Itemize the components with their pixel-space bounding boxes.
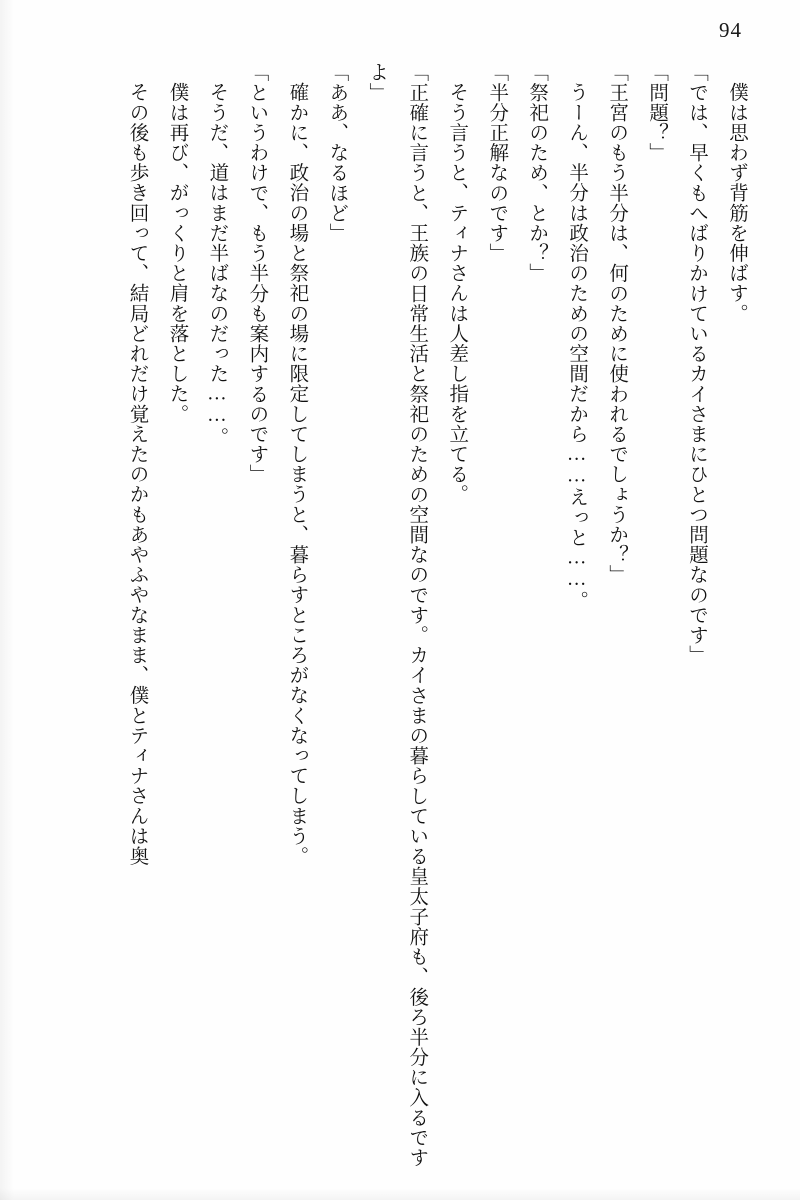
- page-number: 94: [719, 18, 742, 42]
- paragraph: 僕は再び、がっくりと肩を落とした。: [166, 81, 188, 424]
- paragraph: そう言うと、ティナさんは人差し指を立てる。: [446, 81, 468, 504]
- paragraph: 僕は思わず背筋を伸ばす。: [726, 81, 747, 323]
- paragraph: 「問題？」: [646, 62, 668, 163]
- paragraph: 「ああ、なるほど」: [326, 62, 348, 243]
- paragraph: うーん、半分は政治のための空間だから……えっと……。: [566, 81, 588, 611]
- paragraph: 「正確に言うと、王族の日常生活と祭祀のための空間なのです。カイさまの暮らしている皇太子府も、後ろ半分に入るですよ」: [366, 62, 428, 1168]
- paragraph: 「では、早くもへばりかけているカイさまにひとつ問題なのです」: [686, 62, 708, 665]
- paragraph: そうだ、道はまだ半ばなのだった……。: [206, 81, 228, 447]
- paragraph: 「半分正解なのです」: [486, 62, 508, 263]
- paragraph: 「王宮のもう半分は、何のために使われるでしょうか？」: [606, 62, 628, 585]
- page-edge-shading-bottom: [0, 1188, 800, 1200]
- paragraph: 「祭祀のため、とか？」: [526, 62, 548, 284]
- paragraph: 確かに、政治の場と祭祀の場に限定してしまうと、暮らすところがなくなってしまう。: [286, 81, 308, 866]
- paragraph: 「というわけで、もう半分も案内するのです」: [246, 62, 268, 485]
- paragraph: その後も歩き回って、結局どれだけ覚えたのかもあやふやなまま、僕とティナさんは奥: [126, 81, 148, 866]
- page-edge-shading-left: [0, 0, 14, 1200]
- page-text-body: [40, 62, 756, 1170]
